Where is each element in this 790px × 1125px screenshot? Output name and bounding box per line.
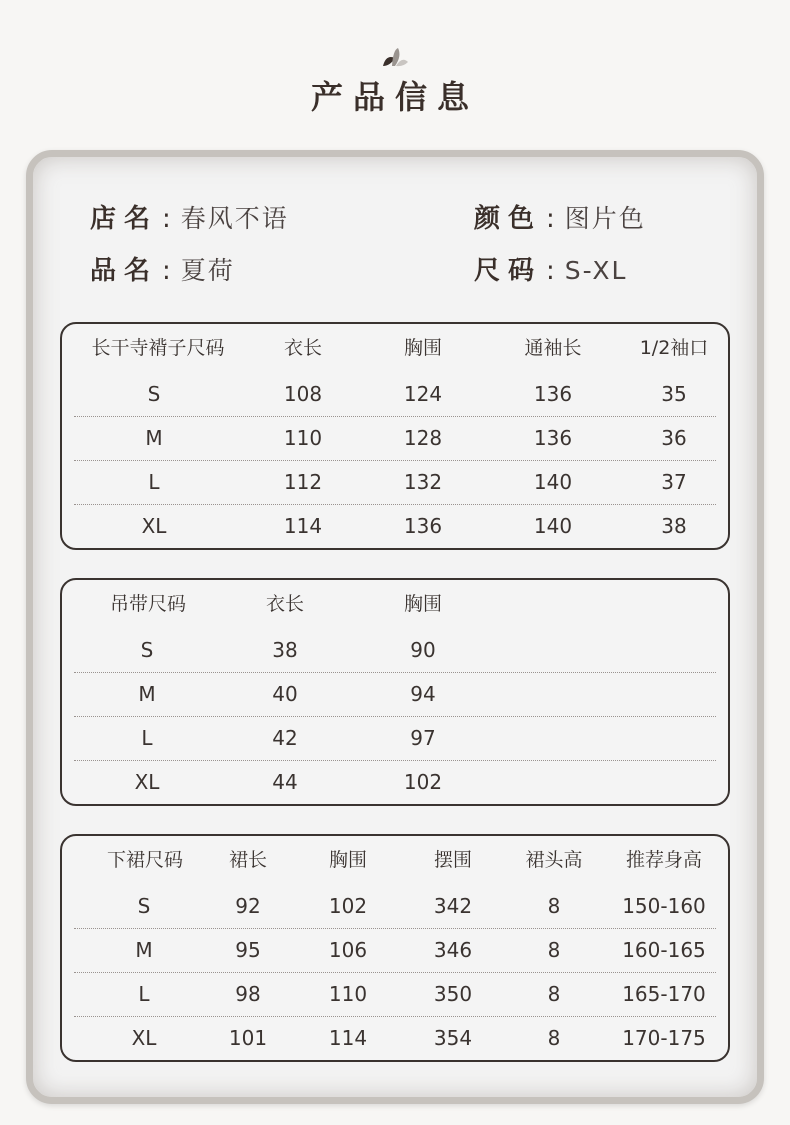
table-cell: 8 <box>547 982 561 1006</box>
table-cell: 140 <box>533 470 573 494</box>
table-cell: 38 <box>661 514 687 538</box>
table-cell: S <box>147 382 161 406</box>
info-colon: : <box>162 256 171 286</box>
table-row <box>74 884 716 929</box>
table-row <box>74 672 716 717</box>
info-value-size: S-XL <box>564 256 628 285</box>
table-cell: M <box>138 682 156 706</box>
table-cell: 106 <box>328 938 368 962</box>
table-cell: L <box>141 726 153 750</box>
info-shop <box>90 198 289 235</box>
table-cell: 112 <box>283 470 323 494</box>
table-header-cell: 摆围 <box>433 849 473 871</box>
info-color <box>474 198 646 235</box>
size-table-skirt <box>60 834 730 1062</box>
table-row <box>74 1016 716 1060</box>
table-header-cell: 1/2袖口 <box>639 337 709 359</box>
table-cell: 97 <box>410 726 436 750</box>
table-cell: 124 <box>403 382 443 406</box>
table-header-cell: 吊带尺码 <box>109 593 187 615</box>
table-cell: 350 <box>433 982 473 1006</box>
table-header-cell: 通袖长 <box>524 337 582 359</box>
table-cell: 128 <box>403 426 443 450</box>
table-cell: 136 <box>533 426 573 450</box>
table-cell: 136 <box>403 514 443 538</box>
size-table-camisole <box>60 578 730 806</box>
table-header-cell: 裙长 <box>228 849 268 871</box>
table-header-cell: 衣长 <box>283 337 323 359</box>
table-row <box>74 504 716 548</box>
info-colon: : <box>546 204 555 234</box>
table-cell: S <box>137 894 151 918</box>
table-cell: 110 <box>283 426 323 450</box>
table-cell: 342 <box>433 894 473 918</box>
table-header-cell: 下裙尺码 <box>106 849 184 871</box>
info-colon: : <box>546 256 555 286</box>
table-cell: 170-175 <box>622 1026 706 1050</box>
table-cell: 136 <box>533 382 573 406</box>
info-key-size: 尺码 <box>474 256 543 286</box>
info-product <box>90 250 235 287</box>
table-cell: 110 <box>328 982 368 1006</box>
table-header-cell: 长干寺褙子尺码 <box>91 337 225 359</box>
table-cell: 114 <box>328 1026 368 1050</box>
table-cell: 8 <box>547 1026 561 1050</box>
table-cell: 150-160 <box>622 894 706 918</box>
info-key-shop: 店名 <box>90 204 159 234</box>
table-cell: 101 <box>228 1026 268 1050</box>
table-row <box>74 716 716 761</box>
table-cell: M <box>135 938 153 962</box>
table-row <box>74 928 716 973</box>
table-cell: 40 <box>272 682 298 706</box>
table-cell: 98 <box>235 982 261 1006</box>
size-table-jacket <box>60 322 730 550</box>
table-header-cell: 胸围 <box>403 337 443 359</box>
table-cell: 44 <box>272 770 298 794</box>
table-cell: 102 <box>403 770 443 794</box>
table-row <box>74 760 716 804</box>
table-cell: 94 <box>410 682 436 706</box>
table-cell: 95 <box>235 938 261 962</box>
table-cell: 37 <box>661 470 687 494</box>
table-cell: 160-165 <box>622 938 706 962</box>
table-cell: 346 <box>433 938 473 962</box>
table-header-row <box>74 326 716 370</box>
table-header-cell: 胸围 <box>328 849 368 871</box>
table-cell: L <box>148 470 160 494</box>
table-header-cell: 衣长 <box>265 593 305 615</box>
table-cell: 42 <box>272 726 298 750</box>
table-cell: 140 <box>533 514 573 538</box>
table-cell: 90 <box>410 638 436 662</box>
info-value-shop: 春风不语 <box>180 204 289 233</box>
info-key-color: 颜色 <box>474 204 543 234</box>
table-cell: 114 <box>283 514 323 538</box>
table-cell: 92 <box>235 894 261 918</box>
table-row <box>74 628 716 673</box>
table-header-cell: 裙头高 <box>525 849 583 871</box>
table-cell: XL <box>141 514 167 538</box>
table-cell: 8 <box>547 894 561 918</box>
table-cell: 35 <box>661 382 687 406</box>
table-cell: 8 <box>547 938 561 962</box>
table-cell: 36 <box>661 426 687 450</box>
info-value-color: 图片色 <box>564 204 646 233</box>
table-cell: 102 <box>328 894 368 918</box>
info-size <box>474 250 627 287</box>
table-header-row <box>74 838 716 882</box>
table-header-row <box>74 582 716 626</box>
table-row <box>74 460 716 505</box>
table-cell: 354 <box>433 1026 473 1050</box>
table-header-cell: 推荐身高 <box>625 849 703 871</box>
table-cell: 108 <box>283 382 323 406</box>
page-title: 产品信息 <box>310 78 479 116</box>
table-cell: 132 <box>403 470 443 494</box>
table-cell: S <box>140 638 154 662</box>
info-colon: : <box>162 204 171 234</box>
table-cell: XL <box>134 770 160 794</box>
table-cell: 165-170 <box>622 982 706 1006</box>
table-cell: M <box>145 426 163 450</box>
table-cell: XL <box>131 1026 157 1050</box>
table-cell: 38 <box>272 638 298 662</box>
table-row <box>74 372 716 417</box>
info-value-product: 夏荷 <box>180 256 235 285</box>
table-header-cell: 胸围 <box>403 593 443 615</box>
table-row <box>74 972 716 1017</box>
table-cell: L <box>138 982 150 1006</box>
info-key-product: 品名 <box>90 256 159 286</box>
table-row <box>74 416 716 461</box>
petal-logo-icon <box>380 46 410 68</box>
